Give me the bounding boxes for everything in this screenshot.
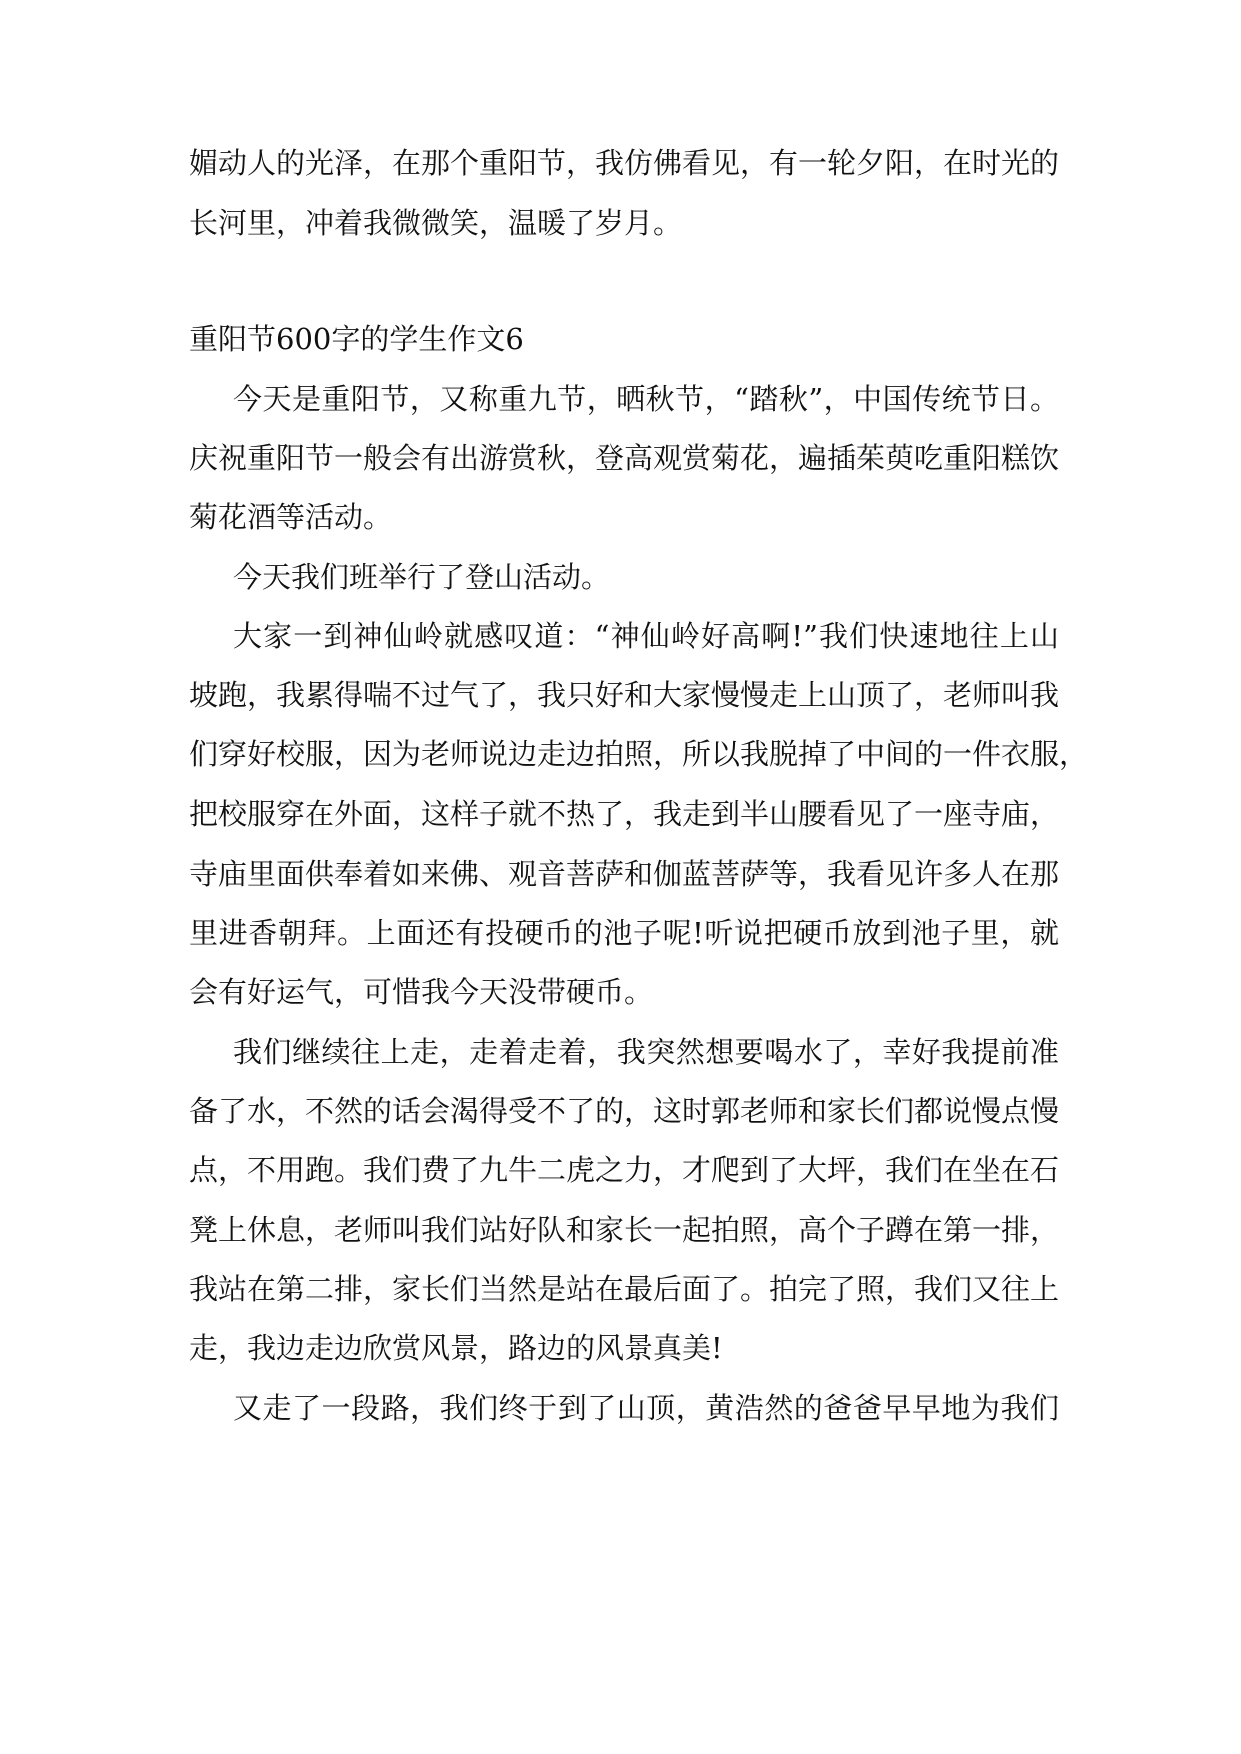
text-line: 里进香朝拜。上面还有投硬币的池子呢!听说把硬币放到池子里，就 [189,916,1059,950]
text-line: 大家一到神仙岭就感叹道：“神仙岭好高啊!”我们快速地往上山 [233,619,1059,653]
text-line: 凳上休息，老师叫我们站好队和家长一起拍照，高个子蹲在第一排， [189,1213,1060,1247]
text-line: 点，不用跑。我们费了九牛二虎之力，才爬到了大坪，我们在坐在石 [189,1153,1060,1187]
text-line: 把校服穿在外面，这样子就不热了，我走到半山腰看见了一座寺庙， [189,797,1060,831]
text-line: 寺庙里面供奉着如来佛、观音菩萨和伽蓝菩萨等，我看见许多人在那 [189,857,1060,891]
text-line: 菊花酒等活动。 [189,500,393,534]
text-line: 又走了一段路，我们终于到了山顶，黄浩然的爸爸早早地为我们 [233,1391,1059,1425]
text-line: 庆祝重阳节一般会有出游赏秋，登高观赏菊花，遍插茱萸吃重阳糕饮 [189,441,1060,475]
text-line: 今天是重阳节，又称重九节，晒秋节，“踏秋”，中国传统节日。 [233,382,1059,416]
text-line: 走，我边走边欣赏风景，路边的风景真美! [189,1331,723,1365]
text-line: 我们继续往上走，走着走着，我突然想要喝水了，幸好我提前准 [233,1035,1059,1069]
text-line: 们穿好校服，因为老师说边走边拍照，所以我脱掉了中间的一件衣服， [189,737,1089,771]
text-line: 今天我们班举行了登山活动。 [233,560,611,594]
text-line: 媚动人的光泽，在那个重阳节，我仿佛看见，有一轮夕阳，在时光的 [189,146,1060,180]
essay-heading: 重阳节600字的学生作文6 [189,322,524,356]
text-line: 会有好运气，可惜我今天没带硬币。 [189,975,654,1009]
text-line: 长河里，冲着我微微笑，温暖了岁月。 [189,206,683,240]
text-line: 坡跑，我累得喘不过气了，我只好和大家慢慢走上山顶了，老师叫我 [189,678,1060,712]
text-line: 备了水，不然的话会渴得受不了的，这时郭老师和家长们都说慢点慢 [189,1094,1060,1128]
text-line: 我站在第二排，家长们当然是站在最后面了。拍完了照，我们又往上 [189,1272,1060,1306]
